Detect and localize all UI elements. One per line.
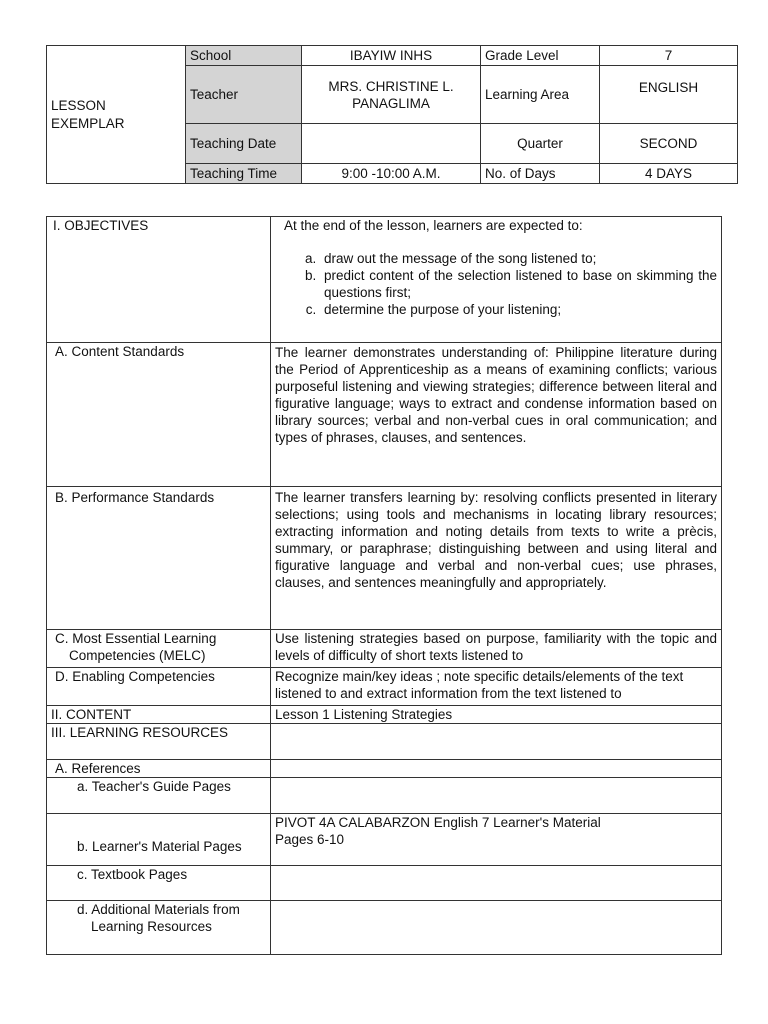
header-table (46, 45, 738, 184)
additional-materials-row (47, 901, 722, 955)
lesson-plan-table (46, 216, 722, 955)
learners-material-line: PIVOT 4A CALABARZON English 7 Learner's Material (275, 815, 601, 830)
learning-area-value: ENGLISH (600, 66, 738, 124)
no-of-days-label: No. of Days (481, 164, 600, 184)
enabling-competencies-row (47, 668, 722, 706)
no-of-days-value: 4 DAYS (600, 164, 738, 184)
teachers-guide-label: a. Teacher's Guide Pages (47, 778, 271, 814)
objectives-label: I. OBJECTIVES (47, 217, 271, 343)
references-text (271, 760, 722, 778)
textbook-label: c. Textbook Pages (47, 866, 271, 901)
objective-item: a. draw out the message of the song listened to; (320, 250, 717, 267)
teaching-time-value: 9:00 -10:00 A.M. (302, 164, 481, 184)
grade-level-value: 7 (600, 46, 738, 66)
quarter-label: Quarter (481, 124, 600, 164)
content-standards-text: The learner demonstrates understanding of: Philippine literature during the Period of Apprenticeship as a means of examining conflicts; various purposeful listening and viewing strategies; difference between literal and figurative language; ways to extract and condense information based on library sources; verbal and non-verbal cues in oral communication; and types of phrases, clauses, and sentences. (271, 343, 722, 487)
objectives-cell (271, 217, 722, 343)
references-label: A. References (47, 760, 271, 778)
melc-text: Use listening strategies based on purpose, familiarity with the topic and levels of difficulty of short texts listened to (271, 630, 722, 668)
performance-standards-text: The learner transfers learning by: resolving conflicts presented in literary selections; using tools and mechanisms in locating library resources; extracting information and noting details from texts to write a prècis, summary, or paraphrase; distinguishing between and using literal and figurative language and verbal and non-verbal cues; use phrases, clauses, and sentences meaningfully and appropriately. (271, 487, 722, 630)
learners-material-label: b. Learner's Material Pages (47, 814, 271, 866)
melc-label: C. Most Essential Learning Competencies (MELC) (47, 630, 271, 668)
teachers-guide-row (47, 778, 722, 814)
objective-item: b. predict content of the selection listened to base on skimming the questions first; (320, 267, 717, 301)
objective-item: c. determine the purpose of your listening; (320, 301, 717, 318)
textbook-row (47, 866, 722, 901)
objectives-list (284, 250, 717, 318)
learning-area-label: Learning Area (481, 66, 600, 124)
content-standards-row (47, 343, 722, 487)
school-value: IBAYIW INHS (302, 46, 481, 66)
learners-material-pages: Pages 6-10 (275, 832, 345, 847)
objectives-intro: At the end of the lesson, learners are expected to: (284, 218, 583, 233)
learning-resources-row (47, 724, 722, 760)
additional-materials-text (271, 901, 722, 955)
school-label: School (186, 46, 302, 66)
quarter-value: SECOND (600, 124, 738, 164)
additional-materials-label: d. Additional Materials from Learning Resources (47, 901, 271, 955)
content-label: II. CONTENT (47, 706, 271, 724)
performance-standards-label: B. Performance Standards (47, 487, 271, 630)
content-text: Lesson 1 Listening Strategies (271, 706, 722, 724)
content-standards-label: A. Content Standards (47, 343, 271, 487)
melc-row (47, 630, 722, 668)
teaching-time-label: Teaching Time (186, 164, 302, 184)
objectives-row (47, 217, 722, 343)
learning-resources-label: III. LEARNING RESOURCES (47, 724, 271, 760)
learners-material-row (47, 814, 722, 866)
teacher-label: Teacher (186, 66, 302, 124)
content-row (47, 706, 722, 724)
teachers-guide-text (271, 778, 722, 814)
textbook-text (271, 866, 722, 901)
lesson-exemplar-title: LESSON EXEMPLAR (47, 46, 186, 184)
learners-material-text (271, 814, 722, 866)
grade-level-label: Grade Level (481, 46, 600, 66)
performance-standards-row (47, 487, 722, 630)
learning-resources-text (271, 724, 722, 760)
enabling-competencies-text: Recognize main/key ideas ; note specific details/elements of the text listened to and extract information from the text listened to (271, 668, 722, 706)
teaching-date-label: Teaching Date (186, 124, 302, 164)
teaching-date-value (302, 124, 481, 164)
references-row (47, 760, 722, 778)
teacher-value: MRS. CHRISTINE L. PANAGLIMA (302, 66, 481, 124)
enabling-competencies-label: D. Enabling Competencies (47, 668, 271, 706)
